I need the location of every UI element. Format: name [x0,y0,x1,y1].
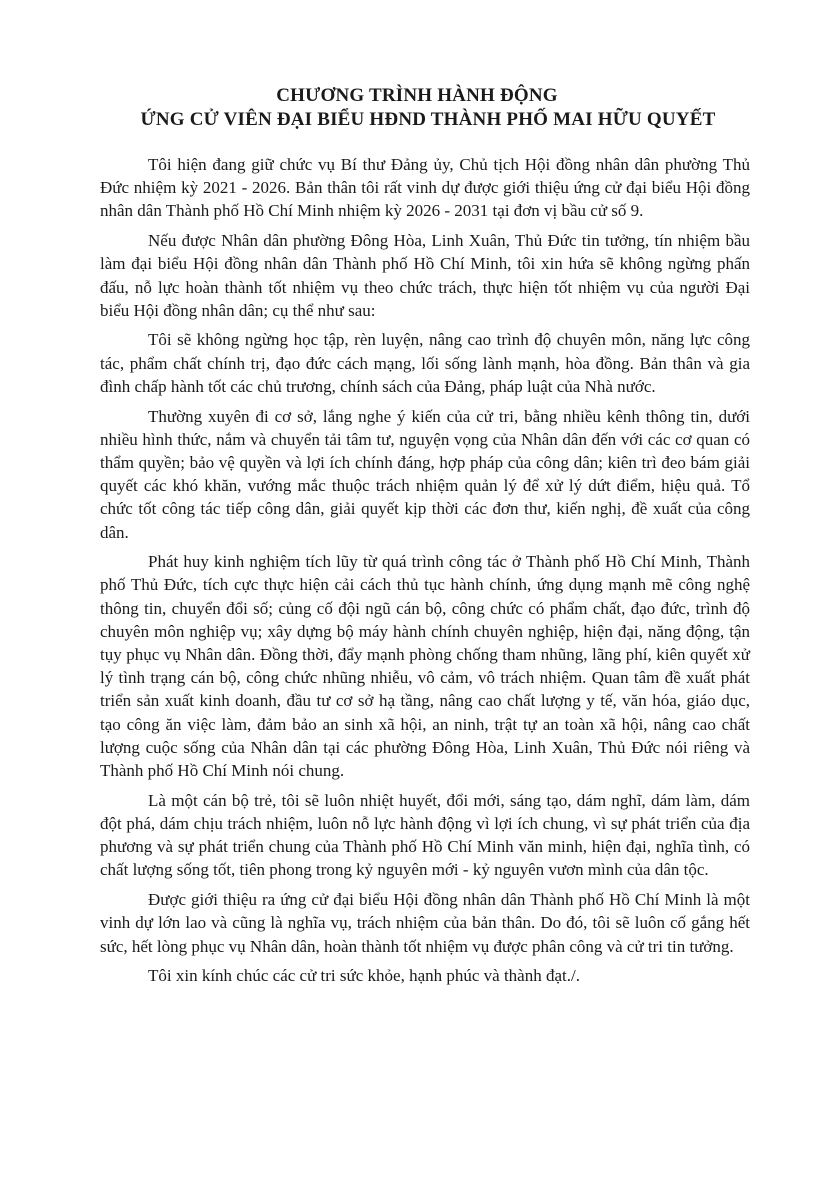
paragraph-closing: Tôi xin kính chúc các cử tri sức khỏe, hạnh phúc và thành đạt./. [148,966,580,986]
paragraph-intro: Tôi hiện đang giữ chức vụ Bí thư Đảng ủy, Chủ tịch Hội đồng nhân dân phường Thủ Đức nhiệm kỳ 2021 - 2026. Bản thân tôi rất vinh dự được giới thiệu ứng cử đại biểu Hội đồng nhân dân Thành phố Hồ Chí Minh nhiệm kỳ 2026 - 2031 tại đơn vị bầu cử số 9. [100,155,750,221]
paragraph-administration: Phát huy kinh nghiệm tích lũy từ quá trình công tác ở Thành phố Hồ Chí Minh, Thành phố Thủ Đức, tích cực thực hiện cải cách thủ tục hành chính, ứng dụng mạnh mẽ công nghệ thông tin, chuyển đổi số; củng cố đội ngũ cán bộ, công chức có phẩm chất, đạo đức, trình độ chuyên môn nghiệp vụ; xây dựng bộ máy hành chính chuyên nghiệp, hiện đại, năng động, tận tụy phục vụ Nhân dân. Đồng thời, đẩy mạnh phòng chống tham nhũng, lãng phí, kiên quyết xử lý tình trạng cán bộ, công chức nhũng nhiễu, vô cảm, vô trách nhiệm. Quan tâm đề xuất phát triển sản xuất kinh doanh, đầu tư cơ sở hạ tầng, nâng cao chất lượng y tế, văn hóa, giáo dục, tạo công ăn việc làm, đảm bảo an sinh xã hội, an ninh, trật tự an toàn xã hội, nâng cao chất lượng cuộc sống của Nhân dân tại các phường Đông Hòa, Linh Xuân, Thủ Đức nói riêng và Thành phố Hồ Chí Minh nói chung. [100,552,750,781]
document-body [100,153,750,994]
paragraph-promise: Nếu được Nhân dân phường Đông Hòa, Linh Xuân, Thủ Đức tin tưởng, tín nhiệm bầu làm đại biểu Hội đồng nhân dân Thành phố Hồ Chí Minh, tôi xin hứa sẽ không ngừng phấn đấu, nỗ lực hoàn thành tốt nhiệm vụ theo chức trách, thực hiện tốt nhiệm vụ của người Đại biểu Hội đồng nhân dân; cụ thể như sau: [100,231,750,320]
paragraph-self-improvement: Tôi sẽ không ngừng học tập, rèn luyện, nâng cao trình độ chuyên môn, năng lực công tác, phẩm chất chính trị, đạo đức cách mạng, lối sống lành mạnh, hòa đồng. Bản thân và gia đình chấp hành tốt các chủ trương, chính sách của Đảng, pháp luật của Nhà nước. [100,330,750,396]
paragraph-honor: Được giới thiệu ra ứng cử đại biểu Hội đồng nhân dân Thành phố Hồ Chí Minh là một vinh dự lớn lao và cũng là nghĩa vụ, trách nhiệm của bản thân. Do đó, tôi sẽ luôn cố gắng hết sức, hết lòng phục vụ Nhân dân, hoàn thành tốt nhiệm vụ được phân công và cử tri tin tưởng. [100,890,750,956]
paragraph-young-cadre: Là một cán bộ trẻ, tôi sẽ luôn nhiệt huyết, đổi mới, sáng tạo, dám nghĩ, dám làm, dám đột phá, dám chịu trách nhiệm, luôn nỗ lực hành động vì lợi ích chung, vì sự phát triển của địa phương và sự phát triển chung của Thành phố Hồ Chí Minh văn minh, hiện đại, nghĩa tình, có chất lượng sống tốt, tiên phong trong kỷ nguyên mới - kỷ nguyên vươn mình của dân tộc. [100,790,750,880]
paragraph-citizen-contact: Thường xuyên đi cơ sở, lắng nghe ý kiến của cử tri, bằng nhiều kênh thông tin, dưới nhiều hình thức, nắm và chuyển tải tâm tư, nguyện vọng của Nhân dân đến với các cơ quan có thẩm quyền; bảo vệ quyền và lợi ích chính đáng, hợp pháp của công dân; kiên trì đeo bám giải quyết các khó khăn, vướng mắc thuộc trách nhiệm quản lý để xử lý dứt điểm, hiệu quả. Tổ chức tốt công tác tiếp công dân, giải quyết kịp thời các đơn thư, kiến nghị, đề xuất của công dân. [100,406,750,542]
document-title [0,84,834,132]
title-line-2: ỨNG CỬ VIÊN ĐẠI BIỂU HĐND THÀNH PHỐ MAI HỮU QUYẾT [140,109,716,130]
title-line-1: CHƯƠNG TRÌNH HÀNH ĐỘNG [276,85,558,106]
